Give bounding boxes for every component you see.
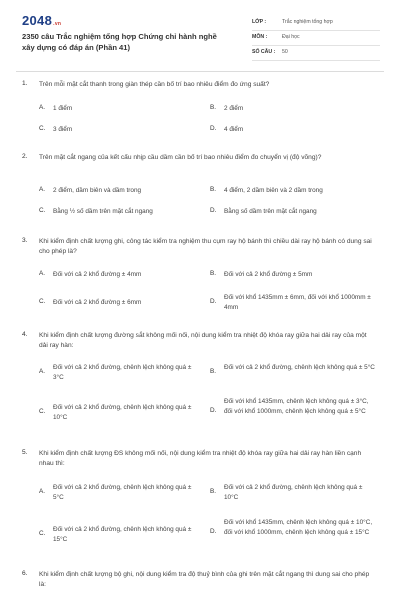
option-text: 4 điểm, 2 dầm biên và 2 dầm trong (224, 187, 323, 194)
option-letter: B. (210, 368, 217, 375)
option-letter: A. (39, 104, 46, 111)
option-letter: A. (39, 270, 46, 277)
question-number: 4. (22, 331, 28, 338)
option-text: Đối với cả 2 khổ đường, chênh lệch không quá ± 5°C (224, 364, 375, 371)
option-letter: D. (210, 207, 217, 214)
option-text: Đối với cả 2 khổ đường ± 5mm (224, 271, 313, 278)
question-text: Khi kiểm định chất lượng bộ ghi, nội dung kiểm tra độ thuỷ bình của ghi trên mặt cắt ngang thì dung sai cho phép là: (39, 571, 370, 588)
meta-value: 50 (282, 49, 288, 55)
question-text: Khi kiểm định chất lượng ghi, công tác kiểm tra nghiệm thu cụm ray hộ bánh thì chiều dài ray hộ bánh có dung sai cho phép là? (39, 238, 372, 255)
option-text: Đối với cả 2 khổ đường, chênh lệch không quá ± 3°C (53, 364, 192, 381)
meta-row-count (252, 46, 380, 61)
document-title: 2350 câu Trắc nghiệm tổng hợp Chứng chỉ hành nghề xây dựng có đáp án (Phần 41) (22, 32, 217, 52)
option-text: 4 điểm (224, 126, 244, 133)
option-letter: A. (39, 488, 46, 495)
document-header (0, 0, 400, 66)
meta-value: Đại học (282, 34, 300, 40)
logo-domain-text: .vn (53, 21, 62, 27)
option-letter: B. (210, 104, 217, 111)
question-text: Khi kiểm định chất lượng ĐS không mối nối, nội dung kiểm tra nhiệt độ khóa ray giữa hai dải ray hàn liền cạnh nhau thì: (39, 450, 362, 467)
logo-main-text: 2048 (22, 13, 53, 28)
site-logo[interactable] (22, 13, 61, 28)
meta-key: MÔN : (252, 34, 268, 40)
meta-row-subject (252, 31, 380, 46)
header-divider (16, 71, 384, 72)
question-number: 6. (22, 570, 28, 577)
question-text: Trên mỗi mặt cắt thanh trong giàn thép cần bố trí bao nhiêu điểm đo ứng suất? (39, 81, 270, 88)
question-number: 5. (22, 449, 28, 456)
option-text: Bằng ½ số dầm trên mặt cắt ngang (53, 208, 153, 215)
option-letter: C. (39, 207, 46, 214)
option-letter: C. (39, 298, 46, 305)
option-letter: A. (39, 186, 46, 193)
option-letter: C. (39, 408, 46, 415)
meta-row-class (252, 16, 380, 31)
meta-value: Trắc nghiệm tổng hợp (282, 19, 333, 25)
option-letter: A. (39, 368, 46, 375)
question-number: 2. (22, 153, 28, 160)
meta-key: SỐ CÂU : (252, 49, 276, 55)
option-text: 1 điểm (53, 105, 73, 112)
option-letter: D. (210, 298, 217, 305)
option-letter: D. (210, 528, 217, 535)
option-text: Đối với khổ 1435mm, chênh lệch không quá ± 3°C, đối với khổ 1000mm, chênh lệch không quá ± 5°C (224, 398, 369, 415)
option-letter: C. (39, 125, 46, 132)
option-text: Đối với khổ 1435mm ± 6mm, đối với khổ 1000mm ± 4mm (224, 294, 371, 311)
option-letter: B. (210, 270, 217, 277)
option-letter: B. (210, 186, 217, 193)
option-text: 2 điểm, dầm biên và dầm trong (53, 187, 142, 194)
option-text: Đối với cả 2 khổ đường ± 6mm (53, 299, 142, 306)
option-letter: D. (210, 407, 217, 414)
option-text: Đối với cả 2 khổ đường ± 4mm (53, 271, 142, 278)
option-text: Đối với cả 2 khổ đường, chênh lệch không quá ± 15°C (53, 526, 192, 543)
option-text: Đối với cả 2 khổ đường, chênh lệch không quá ± 5°C (53, 484, 192, 501)
option-text: Đối với cả 2 khổ đường, chênh lệch không quá ± 10°C (224, 484, 363, 501)
question-text: Khi kiểm định chất lượng đường sắt không mối nối, nội dung kiểm tra nhiệt độ khóa ray giữa hai dải ray của một dải ray hàn: (39, 332, 367, 349)
question-number: 3. (22, 237, 28, 244)
question-number: 1. (22, 80, 28, 87)
option-letter: D. (210, 125, 217, 132)
option-letter: C. (39, 530, 46, 537)
option-text: 3 điểm (53, 126, 73, 133)
document-meta (252, 16, 380, 61)
question-text: Trên mặt cắt ngang của kết cấu nhịp cầu dầm cần bố trí bao nhiêu điểm đo chuyển vị (độ võng)? (39, 154, 322, 161)
option-text: 2 điểm (224, 105, 244, 112)
option-text: Đối với cả 2 khổ đường, chênh lệch không quá ± 10°C (53, 404, 192, 421)
option-letter: B. (210, 488, 217, 495)
option-text: Đối với khổ 1435mm, chênh lệch không quá ± 10°C, đối với khổ 1000mm, chênh lệch không quá ± 15°C (224, 519, 373, 536)
meta-key: LỚP : (252, 19, 267, 25)
option-text: Bằng số dầm trên mặt cắt ngang (224, 208, 317, 215)
